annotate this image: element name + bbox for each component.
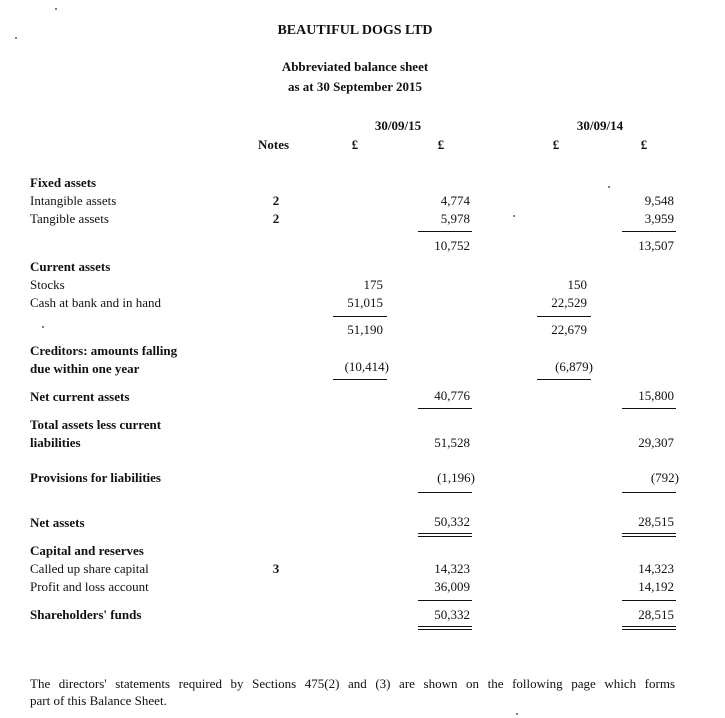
subtitle-date: as at 30 September 2015 bbox=[287, 79, 423, 94]
rule-shareholders-cur-1 bbox=[418, 626, 472, 627]
value-stocks-prior: 150 bbox=[567, 277, 587, 292]
footer-line-2: part of this Balance Sheet. bbox=[30, 693, 167, 708]
value-current-total-prior: 22,679 bbox=[551, 322, 587, 337]
label-pl-account: Profit and loss account bbox=[30, 579, 149, 594]
value-provisions-cur: (1,196) bbox=[437, 470, 475, 485]
value-shareholders-prior: 28,515 bbox=[638, 607, 674, 622]
rule-capital-cur bbox=[418, 600, 472, 601]
header-notes: Notes bbox=[258, 137, 290, 152]
label-total-assets-2: liabilities bbox=[30, 435, 81, 450]
value-tangible-cur: 5,978 bbox=[440, 211, 470, 226]
note-tangible: 2 bbox=[272, 211, 280, 226]
value-provisions-prior: (792) bbox=[650, 470, 679, 485]
rule-creditors-cur bbox=[333, 379, 387, 380]
label-share-capital: Called up share capital bbox=[30, 561, 149, 576]
value-cash-prior: 22,529 bbox=[551, 295, 587, 310]
value-pl-account-prior: 14,192 bbox=[638, 579, 674, 594]
label-intangible: Intangible assets bbox=[30, 193, 117, 208]
value-share-capital-prior: 14,323 bbox=[638, 561, 674, 576]
value-creditors-prior: (6,879) bbox=[555, 359, 593, 374]
value-net-assets-prior: 28,515 bbox=[638, 514, 674, 529]
value-total-assets-prior: 29,307 bbox=[638, 435, 674, 450]
currency-prior-sub: £ bbox=[552, 137, 560, 152]
value-cash-cur: 51,015 bbox=[347, 295, 383, 310]
value-creditors-cur: (10,414) bbox=[344, 359, 389, 374]
rule-current-prior bbox=[537, 316, 591, 317]
rule-provisions-cur bbox=[418, 492, 472, 493]
rule-shareholders-cur-2 bbox=[418, 629, 472, 630]
rule-capital-prior bbox=[622, 600, 676, 601]
value-intangible-cur: 4,774 bbox=[440, 193, 470, 208]
rule-provisions-prior bbox=[622, 492, 676, 493]
header-date-prior: 30/09/14 bbox=[576, 118, 624, 133]
rule-fixed-prior bbox=[622, 231, 676, 232]
label-net-current: Net current assets bbox=[30, 389, 130, 404]
scan-speck bbox=[42, 326, 44, 328]
header-date-current: 30/09/15 bbox=[374, 118, 422, 133]
scan-speck bbox=[55, 8, 57, 10]
value-net-assets-cur: 50,332 bbox=[434, 514, 470, 529]
section-capital-reserves: Capital and reserves bbox=[30, 543, 144, 558]
value-pl-account-cur: 36,009 bbox=[434, 579, 470, 594]
currency-cur-sub: £ bbox=[351, 137, 359, 152]
label-stocks: Stocks bbox=[30, 277, 65, 292]
footer-line-1: The directors' statements required by Sections 475(2) and (3) are shown on the following page which forms bbox=[30, 676, 675, 691]
label-total-assets-1: Total assets less current bbox=[30, 417, 162, 432]
subtitle-balance-sheet: Abbreviated balance sheet bbox=[281, 59, 429, 74]
scan-speck bbox=[608, 186, 610, 188]
label-creditors-2: due within one year bbox=[30, 361, 140, 376]
value-tangible-prior: 3,959 bbox=[644, 211, 674, 226]
note-share-capital: 3 bbox=[272, 561, 280, 576]
value-intangible-prior: 9,548 bbox=[644, 193, 674, 208]
value-stocks-cur: 175 bbox=[363, 277, 383, 292]
rule-net-assets-cur-1 bbox=[418, 533, 472, 534]
label-tangible: Tangible assets bbox=[30, 211, 109, 226]
rule-shareholders-prior-1 bbox=[622, 626, 676, 627]
currency-prior-total: £ bbox=[640, 137, 648, 152]
value-current-total-cur: 51,190 bbox=[347, 322, 383, 337]
value-share-capital-cur: 14,323 bbox=[434, 561, 470, 576]
rule-net-assets-prior-2 bbox=[622, 536, 676, 537]
value-fixed-total-cur: 10,752 bbox=[434, 238, 470, 253]
value-total-assets-cur: 51,528 bbox=[434, 435, 470, 450]
section-fixed-assets: Fixed assets bbox=[30, 175, 97, 190]
section-current-assets: Current assets bbox=[30, 259, 111, 274]
label-creditors-1: Creditors: amounts falling bbox=[30, 343, 178, 358]
rule-shareholders-prior-2 bbox=[622, 629, 676, 630]
label-net-assets: Net assets bbox=[30, 515, 85, 530]
rule-net-current-prior bbox=[622, 408, 676, 409]
label-cash: Cash at bank and in hand bbox=[30, 295, 162, 310]
note-intangible: 2 bbox=[272, 193, 280, 208]
value-net-current-prior: 15,800 bbox=[638, 388, 674, 403]
value-shareholders-cur: 50,332 bbox=[434, 607, 470, 622]
scan-speck bbox=[15, 37, 17, 39]
rule-current-cur bbox=[333, 316, 387, 317]
value-net-current-cur: 40,776 bbox=[434, 388, 470, 403]
rule-creditors-prior bbox=[537, 379, 591, 380]
rule-net-assets-prior-1 bbox=[622, 533, 676, 534]
currency-cur-total: £ bbox=[437, 137, 445, 152]
company-name: BEAUTIFUL DOGS LTD bbox=[277, 23, 433, 38]
label-provisions: Provisions for liabilities bbox=[30, 470, 161, 485]
scan-speck bbox=[513, 215, 515, 217]
label-shareholders-funds: Shareholders' funds bbox=[30, 607, 142, 622]
value-fixed-total-prior: 13,507 bbox=[638, 238, 674, 253]
rule-net-current-cur bbox=[418, 408, 472, 409]
rule-fixed-cur bbox=[418, 231, 472, 232]
rule-net-assets-cur-2 bbox=[418, 536, 472, 537]
scan-speck bbox=[516, 713, 518, 715]
